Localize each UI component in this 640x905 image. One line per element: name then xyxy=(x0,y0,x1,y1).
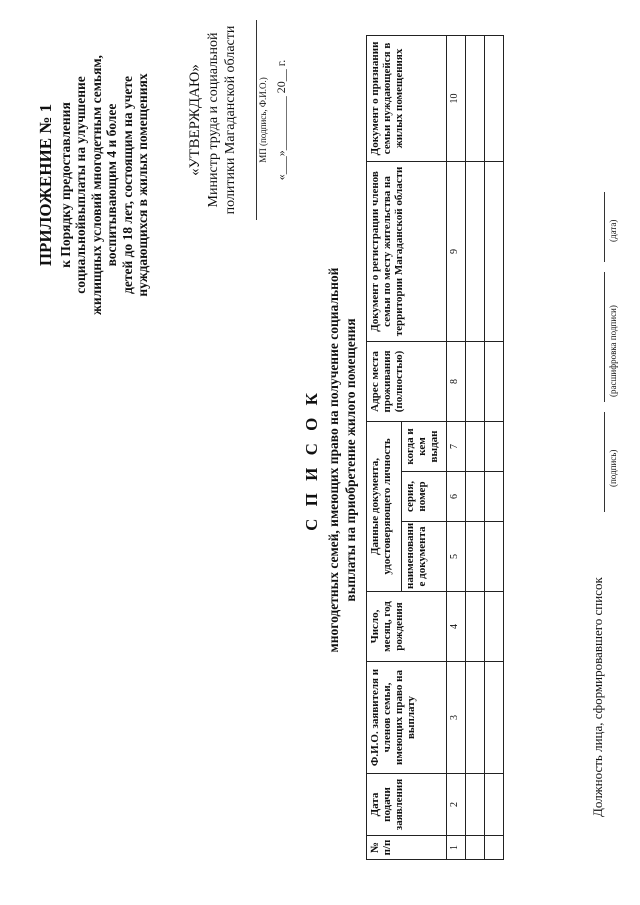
col-header-needy: Документ о признании семьи нуждающейся в жилых помещениях xyxy=(367,35,447,161)
table-cell xyxy=(466,35,485,161)
appendix-line: воспитывающим 4 и более xyxy=(104,103,120,267)
col-number: 5 xyxy=(447,522,466,592)
table-cell xyxy=(485,161,504,341)
list-title: С П И С О К xyxy=(302,389,321,531)
appendix-line: жилищных условий многодетным семьям, xyxy=(88,55,104,315)
table-cell xyxy=(485,592,504,662)
approval-block xyxy=(186,0,289,240)
table-cell xyxy=(485,836,504,860)
col-number: 3 xyxy=(447,662,466,774)
col-number: 9 xyxy=(447,161,466,341)
signature-line-decode xyxy=(604,272,605,402)
col-number: 6 xyxy=(447,472,466,522)
table-cell xyxy=(485,35,504,161)
table-number-row xyxy=(447,35,466,859)
col-header-document-group: Данные документа, удостоверяющего личность xyxy=(367,421,402,591)
list-subtitle-line1: многодетных семей, имеющих право на получение социальной xyxy=(326,267,342,653)
table-cell xyxy=(485,522,504,592)
col-header-doc-series: серия, номер xyxy=(402,472,447,522)
table-cell xyxy=(485,662,504,774)
table-row xyxy=(466,35,485,859)
signature-hint-date: (дата) xyxy=(608,219,618,242)
table-cell xyxy=(485,472,504,522)
appendix-block xyxy=(36,25,151,345)
table-cell xyxy=(485,774,504,836)
col-number: 2 xyxy=(447,774,466,836)
col-header-registration: Документ о регистрации членов семьи по месту жительства на территории Магаданской области xyxy=(367,161,447,341)
list-subtitle-line2: выплаты на приобретение жилого помещения xyxy=(342,318,358,602)
approval-date: «___»_________ 20__ г. xyxy=(274,59,289,181)
list-header xyxy=(302,230,359,690)
table-cell xyxy=(466,662,485,774)
table-cell xyxy=(466,836,485,860)
signature-hint-decode: (расшифровка подписи) xyxy=(608,305,618,397)
col-header-doc-issued: когда и кем выдан xyxy=(402,421,447,471)
signature-label: Должность лица, сформировавшего список xyxy=(590,577,605,817)
col-header-fio: Ф.И.О. заявителя и членов семьи, имеющих право на выплату xyxy=(367,662,447,774)
table-cell xyxy=(466,161,485,341)
table-cell xyxy=(466,774,485,836)
signature-line-sign xyxy=(604,412,605,512)
approval-heading: «УТВЕРЖДАЮ» xyxy=(187,64,203,176)
col-number: 4 xyxy=(447,592,466,662)
approval-signature-hint: МП (подпись, Ф.И.О.) xyxy=(257,77,268,163)
table-cell xyxy=(466,421,485,471)
appendix-line: социальнойвыплаты на улучшение xyxy=(73,76,89,294)
approval-signature-line xyxy=(240,20,257,220)
col-number: 7 xyxy=(447,421,466,471)
table-cell xyxy=(485,341,504,421)
col-header-birth: Число, месяц, год рождения xyxy=(367,592,447,662)
appendix-line: детей до 18 лет, состоящим на учете xyxy=(119,76,135,294)
table-row xyxy=(485,35,504,859)
table-cell xyxy=(466,522,485,592)
col-header-doc-name: наименовани е документа xyxy=(402,522,447,592)
approval-position-line2: политики Магаданской области xyxy=(222,25,238,215)
table-cell xyxy=(466,592,485,662)
signature-line-date xyxy=(604,192,605,262)
signature-hint-sign: (подпись) xyxy=(608,449,618,487)
appendix-title: ПРИЛОЖЕНИЕ № 1 xyxy=(36,103,55,267)
col-number: 8 xyxy=(447,341,466,421)
families-table xyxy=(366,35,504,860)
appendix-line: нуждающихся в жилых помещениях xyxy=(135,73,151,297)
table-cell xyxy=(466,341,485,421)
col-number: 1 xyxy=(447,836,466,860)
col-header-address: Адрес места проживания (полностью) xyxy=(367,341,447,421)
appendix-line: к Порядку предоставления xyxy=(57,102,73,268)
table-cell xyxy=(485,421,504,471)
table-cell xyxy=(466,472,485,522)
approval-position-line1: Министр труда и социальной xyxy=(206,32,221,208)
col-header-date: Дата подачи заявления xyxy=(367,774,447,836)
table-header-row xyxy=(367,35,402,859)
col-header-number: № п/п xyxy=(367,836,447,860)
col-number: 10 xyxy=(447,35,466,161)
